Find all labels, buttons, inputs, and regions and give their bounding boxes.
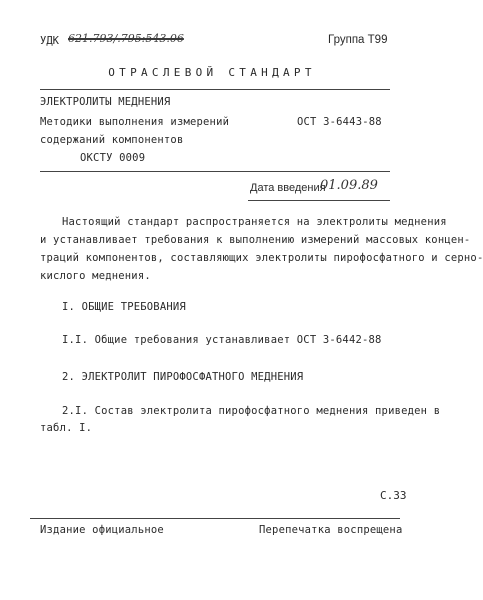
udk-label: УДК [40, 35, 59, 47]
section-2-heading: 2. ЭЛЕКТРОЛИТ ПИРОФОСФАТНОГО МЕДНЕНИЯ [62, 371, 304, 383]
date-underline [248, 200, 390, 201]
title-line-3: содержаний компонентов [40, 134, 184, 146]
title-line-2: Методики выполнения измерений [40, 116, 230, 128]
title-line-1: ЭЛЕКТРОЛИТЫ МЕДНЕНИЯ [40, 96, 171, 108]
group-code: Группа Т99 [328, 34, 388, 46]
title-bottom-rule [40, 171, 390, 172]
standard-type-title: ОТРАСЛЕВОЙ СТАНДАРТ [108, 66, 316, 79]
intro-line-3: траций компонентов, составляющих электролиты пирофосфатного и серно- [40, 252, 483, 264]
footer-official-edition: Издание официальное [40, 524, 164, 536]
section-1-heading: I. ОБЩИЕ ТРЕБОВАНИЯ [62, 301, 186, 313]
footer-rule [30, 518, 400, 519]
intro-line-1: Настоящий стандарт распространяется на электролиты меднения [62, 216, 447, 228]
okstu-code: ОКСТУ 0009 [80, 152, 146, 164]
intro-line-4: кислого меднения. [40, 270, 151, 282]
effective-date-label: Дата введения [250, 182, 326, 194]
title-top-rule [40, 89, 390, 90]
effective-date-value: 01.09.89 [320, 178, 378, 193]
section-2-text-line-1: 2.I. Состав электролита пирофосфатного меднения приведен в [62, 405, 441, 417]
udk-value: 621.793/.795:543.06 [68, 32, 184, 45]
intro-line-2: и устанавливает требования к выполнению измерений массовых концен- [40, 234, 471, 246]
document-id: ОСТ 3-6443-88 [297, 116, 382, 128]
section-1-text: I.I. Общие требования устанавливает ОСТ 3-6442-88 [62, 334, 382, 346]
page-number: С.33 [380, 489, 407, 502]
section-2-text-line-2: табл. I. [40, 422, 93, 434]
footer-reprint-prohibited: Перепечатка воспрещена [259, 524, 403, 536]
